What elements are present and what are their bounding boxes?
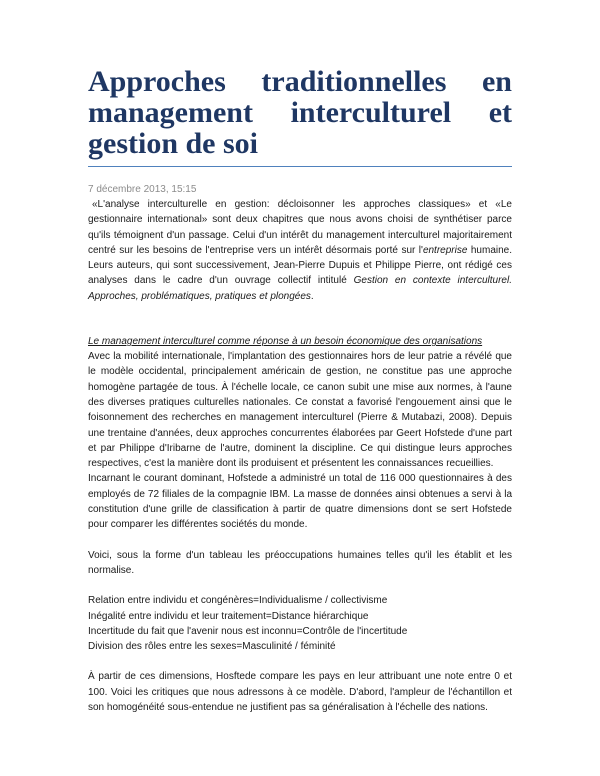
- title-underline: [88, 166, 512, 167]
- spacer: [88, 578, 512, 593]
- paragraph-table-intro: Voici, sous la forme d'un tableau les préoccupations humaines telles qu'il les établit et les normalise.: [88, 549, 512, 576]
- dimension-item: Division des rôles entre les sexes=Masculinité / féminité: [88, 641, 336, 653]
- dimension-item: Relation entre individu et congénères=Individualisme / collectivisme: [88, 595, 388, 607]
- paragraph-critique: À partir de ces dimensions, Hosftede compare les pays en leur attribuant une note entre 0 et 100. Voici les critiques que nous adressons à ce modèle. D'abord, l'ampleur de l'échantillon et son homogénéité sous-entendue ne justifient pas sa généralisation à l'échelle des nations.: [88, 671, 512, 714]
- paragraph-hofstede: Incarnant le courant dominant, Hofstede a administré un total de 116 000 questionnaires à des employés de 72 filiales de la compagnie IBM. La masse de données ainsi obtenues a servi à la constitution d'une grille de classification à partir de quatre dimensions dont se sert Hofstede pour comparer les différentes sociétés du monde.: [88, 473, 512, 531]
- dimension-item: Inégalité entre individu et leur traitement=Distance hiérarchique: [88, 610, 369, 622]
- dimension-item: Incertitude du fait que l'avenir nous est inconnu=Contrôle de l'incertitude: [88, 625, 408, 637]
- intro-text-2: humaine. Leurs auteurs, qui sont successivement, Jean-Pierre Dupuis et Philippe Pierre, ont rédigé ces analyses dans le cadre d'un ouvrage collectif intitulé: [88, 244, 513, 287]
- intro-paragraph: [88, 197, 512, 304]
- intro-text-1: «L'analyse interculturelle en gestion: décloisonner les approches classiques» et «Le gestionnaire international» sont deux chapitres que nous avons choisi de synthétiser parce qu'ils témoignent d'un passage. Celui d'un intérêt du management interculturel majoritairement centré sur les besoins de l'entreprise vers un intérêt désormais porté sur l': [88, 199, 512, 256]
- post-date: 7 décembre 2013, 15:15: [88, 184, 197, 195]
- paragraph-mobility: Avec la mobilité internationale, l'implantation des gestionnaires hors de leur patrie a révélé que le modèle occidental, principalement américain de gestion, ne constitue pas une approche homogène partagée de tous. À l'échelle locale, ce canon subit une mise aux normes, à l'aune des diverses pratiques culturelles nationales. Ce constat a favorisé l'engouement ainsi que le foisonnement des recherches en management interculturel (Pierre & Mutabazi, 2008). Depuis une trentaine d'années, deux approches concurrentes élaborées par Geert Hofstede d'une part et par Philippe d'Iribarne de l'autre, dominent la discipline. Ce qui distingue leurs approches respectives, c'est la manière dont ils produisent et présentent les connaissances recueillies.: [88, 351, 512, 470]
- document-title: Approches traditionnelles en management interculturel et gestion de soi: [88, 65, 512, 160]
- spacer: [88, 304, 512, 334]
- dimensions-list: [88, 593, 512, 654]
- section-heading: Le management interculturel comme réponse à un besoin économique des organisations: [88, 336, 483, 348]
- spacer: [88, 654, 512, 669]
- intro-italic-entreprise: entreprise: [422, 244, 468, 256]
- intro-text-3: .: [310, 290, 314, 302]
- spacer: [88, 533, 512, 548]
- intro-italic-book-title: Gestion en contexte interculturel. Approches, problématiques, pratiques et plongées: [88, 275, 512, 302]
